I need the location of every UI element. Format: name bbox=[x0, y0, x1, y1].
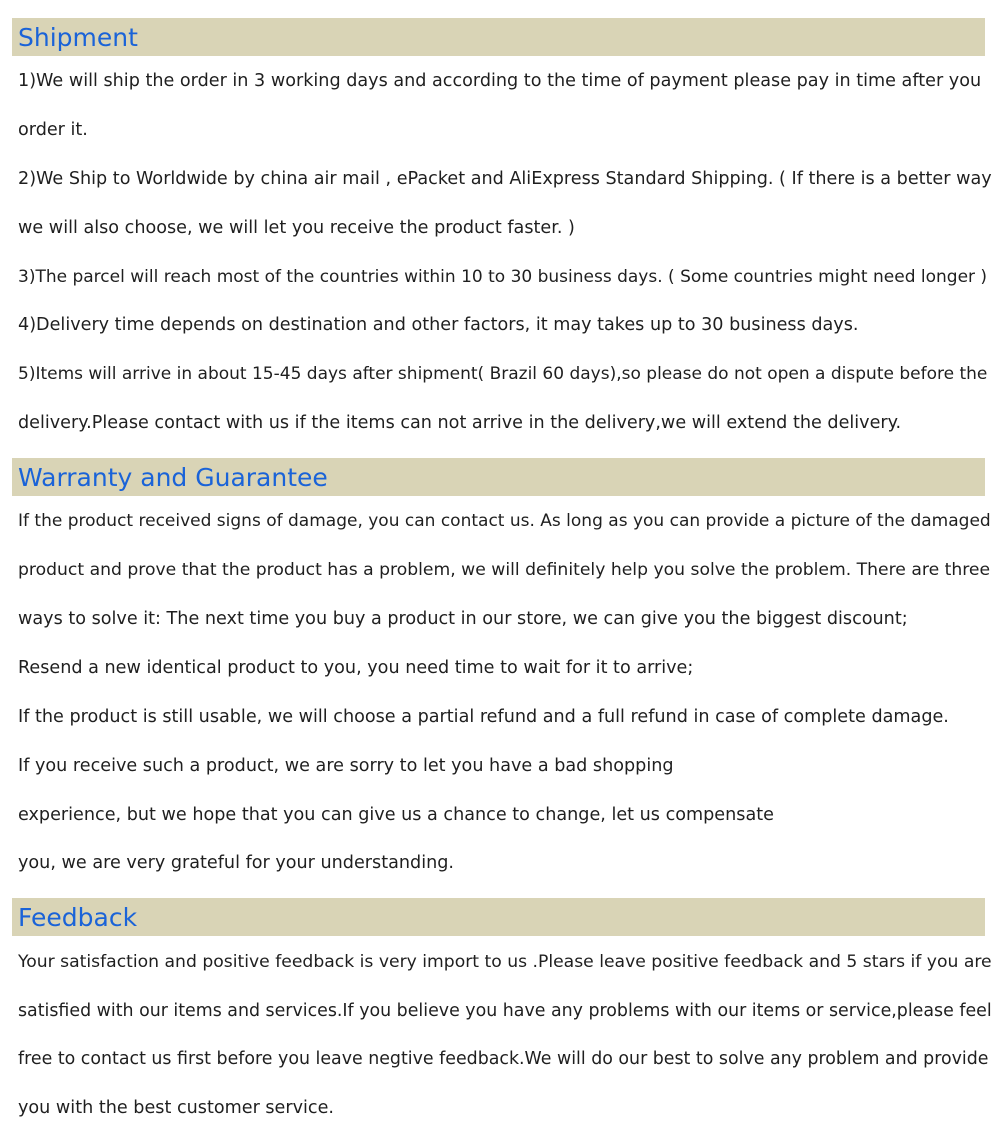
warranty-line-6: If you receive such a product, we are sorry to let you have a bad shopping bbox=[18, 756, 674, 776]
warranty-line-1: If the product received signs of damage, you can contact us. As long as you can provide a picture of the damaged bbox=[18, 511, 991, 531]
shipment-line-6: 4)Delivery time depends on destination and other factors, it may takes up to 30 business days. bbox=[18, 315, 859, 335]
feedback-line-1: Your satisfaction and positive feedback is very import to us .Please leave positive feedback and 5 stars if you are bbox=[18, 952, 992, 972]
warranty-line-7: experience, but we hope that you can give us a chance to change, let us compensate bbox=[18, 805, 774, 825]
shipment-title: Shipment bbox=[18, 22, 138, 52]
warranty-title: Warranty and Guarantee bbox=[18, 462, 328, 492]
feedback-title: Feedback bbox=[18, 902, 138, 932]
shipment-line-3: 2)We Ship to Worldwide by china air mail , ePacket and AliExpress Standard Shipping. ( If there is a better way bbox=[18, 169, 992, 189]
warranty-line-2: product and prove that the product has a problem, we will definitely help you solve the problem. There are three bbox=[18, 560, 991, 580]
shipment-line-1: 1)We will ship the order in 3 working days and according to the time of payment please pay in time after you bbox=[18, 71, 982, 91]
shipment-line-2: order it. bbox=[18, 120, 88, 140]
shipment-line-8: delivery.Please contact with us if the items can not arrive in the delivery,we will extend the delivery. bbox=[18, 413, 902, 433]
shipment-line-4: we will also choose, we will let you receive the product faster. ) bbox=[18, 218, 575, 238]
shipment-line-7: 5)Items will arrive in about 15-45 days after shipment( Brazil 60 days),so please do not open a dispute before the bbox=[18, 364, 988, 384]
shipment-header bbox=[12, 18, 985, 56]
warranty-header bbox=[12, 458, 985, 496]
feedback-line-2: satisfied with our items and services.If you believe you have any problems with our items or service,please feel bbox=[18, 1001, 992, 1021]
feedback-header bbox=[12, 898, 985, 936]
warranty-line-3: ways to solve it: The next time you buy a product in our store, we can give you the biggest discount; bbox=[18, 609, 908, 629]
warranty-line-4: Resend a new identical product to you, you need time to wait for it to arrive; bbox=[18, 658, 694, 678]
feedback-line-3: free to contact us first before you leave negtive feedback.We will do our best to solve any problem and provide bbox=[18, 1049, 989, 1069]
warranty-line-5: If the product is still usable, we will choose a partial refund and a full refund in case of complete damage. bbox=[18, 707, 949, 727]
feedback-line-4: you with the best customer service. bbox=[18, 1098, 335, 1118]
shipment-line-5: 3)The parcel will reach most of the countries within 10 to 30 business days. ( Some countries might need longer ) bbox=[18, 267, 988, 287]
warranty-line-8: you, we are very grateful for your understanding. bbox=[18, 853, 454, 873]
